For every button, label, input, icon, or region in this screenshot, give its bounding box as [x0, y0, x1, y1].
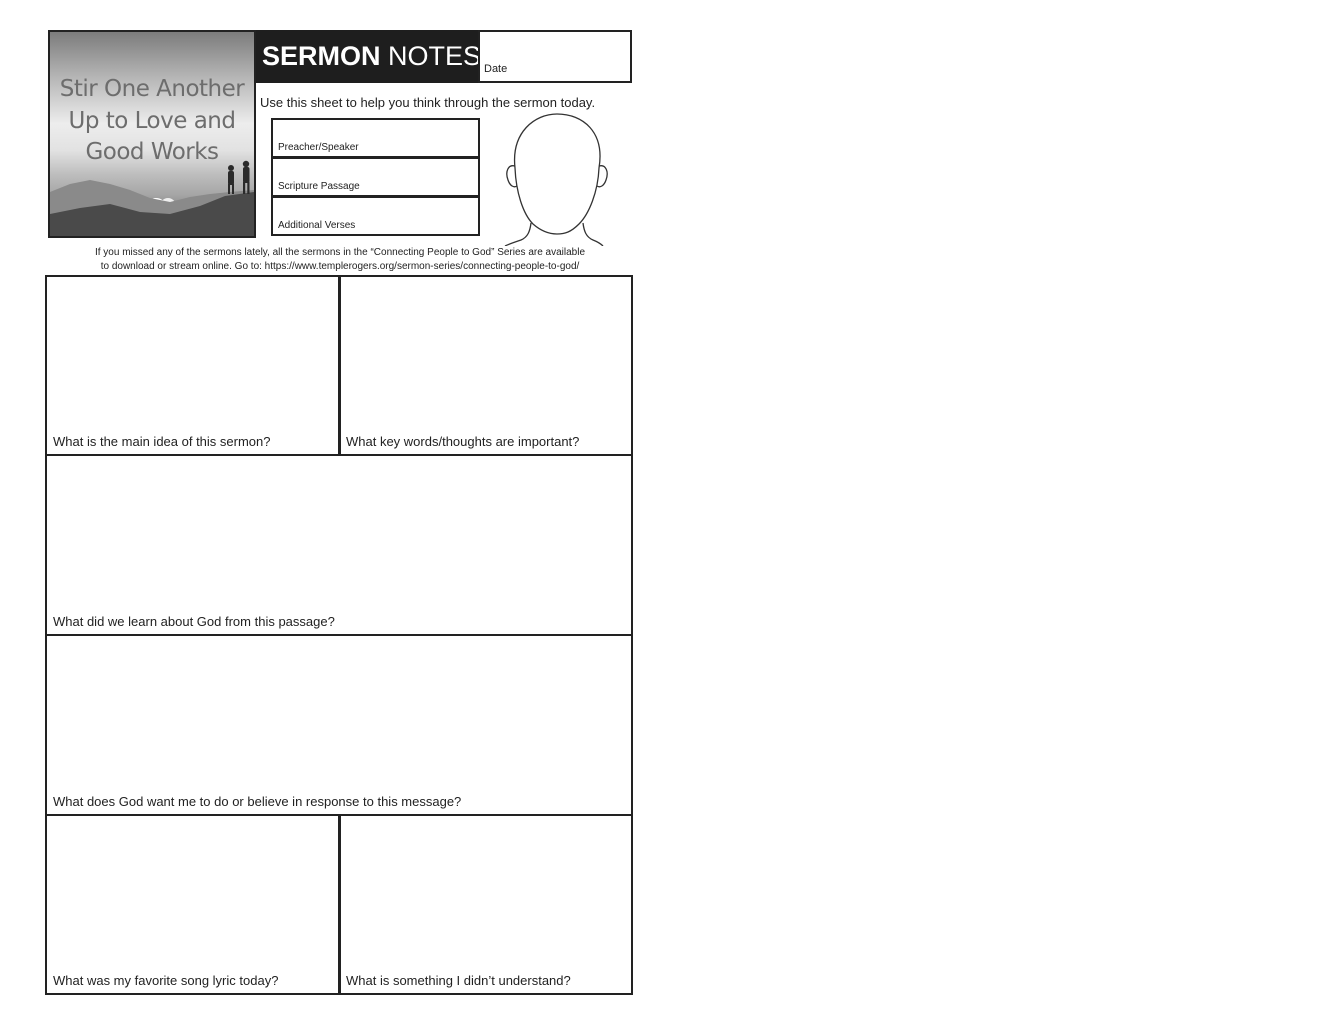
- song-lyric-label: What was my favorite song lyric today?: [53, 973, 279, 988]
- date-field[interactable]: [478, 30, 632, 83]
- learn-about-god-label: What did we learn about God from this passage?: [53, 614, 335, 629]
- instruction-text: Use this sheet to help you think through the sermon today.: [260, 95, 596, 110]
- head-outline-icon: [495, 110, 615, 251]
- main-idea-label: What is the main idea of this sermon?: [53, 434, 271, 449]
- key-words-box[interactable]: [338, 275, 633, 456]
- main-idea-box[interactable]: [45, 275, 341, 456]
- sunset-landscape: [50, 32, 254, 236]
- series-title-line-1: Stir One Another: [59, 76, 245, 102]
- date-label: Date: [484, 63, 508, 75]
- scripture-field[interactable]: [271, 157, 480, 197]
- additional-verses-label: Additional Verses: [278, 220, 356, 231]
- two-people-silhouette: [228, 161, 250, 194]
- series-notice: [48, 246, 632, 274]
- key-words-label: What key words/thoughts are important?: [346, 434, 580, 449]
- title-bold: SERMON: [262, 41, 381, 71]
- preacher-label: Preacher/Speaker: [278, 142, 359, 153]
- series-title-line-2: Up to Love and: [68, 108, 236, 134]
- learn-about-god-box[interactable]: [45, 454, 633, 636]
- title-rest: NOTES: [388, 41, 482, 71]
- notice-line-2: to download or stream online. Go to: https://www.templerogers.org/sermon-series/connecting-people-to-god/: [100, 261, 580, 272]
- notice-line-1: If you missed any of the sermons lately, all the sermons in the “Connecting People to God” Series are available: [94, 247, 586, 258]
- response-box[interactable]: [45, 634, 633, 816]
- additional-verses-field[interactable]: [271, 196, 480, 236]
- page-title: [256, 30, 482, 83]
- series-image: [48, 30, 256, 238]
- didnt-understand-box[interactable]: [338, 814, 633, 995]
- response-label: What does God want me to do or believe in response to this message?: [53, 794, 462, 809]
- song-lyric-box[interactable]: [45, 814, 341, 995]
- scripture-label: Scripture Passage: [278, 181, 360, 192]
- series-title-line-3: Good Works: [85, 139, 219, 165]
- preacher-field[interactable]: [271, 118, 480, 158]
- didnt-understand-label: What is something I didn’t understand?: [346, 973, 571, 988]
